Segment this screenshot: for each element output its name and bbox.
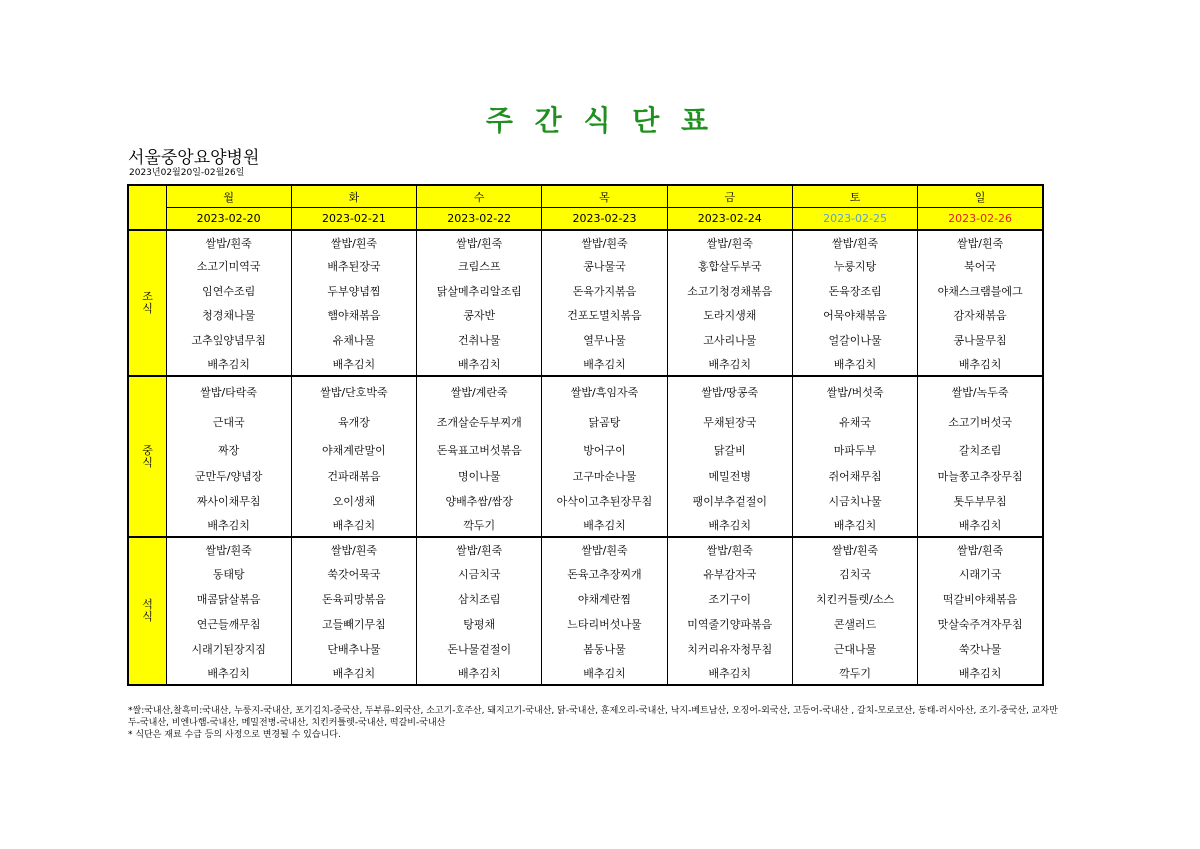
meal-row (128, 437, 1043, 463)
menu-item: 쌀밥/단호박죽 (291, 376, 416, 406)
menu-item: 돈육가지볶음 (542, 278, 667, 303)
menu-item: 배추된장국 (291, 254, 416, 278)
menu-item: 탕평채 (417, 611, 542, 636)
menu-item: 배추김치 (291, 513, 416, 537)
menu-item: 배추김치 (166, 661, 291, 685)
menu-item: 맛살숙주겨자무침 (918, 611, 1043, 636)
menu-item: 유채나물 (291, 327, 416, 352)
date-header: 2023-02-22 (417, 208, 542, 231)
menu-item: 열무나물 (542, 327, 667, 352)
menu-item: 배추김치 (166, 352, 291, 376)
date-header-row (128, 208, 1043, 231)
meal-row (128, 488, 1043, 513)
meal-label-text: 중식 (142, 443, 153, 469)
day-header: 수 (417, 185, 542, 208)
meal-row (128, 611, 1043, 636)
menu-item: 얼갈이나물 (792, 327, 917, 352)
menu-item: 시래기국 (918, 561, 1043, 586)
menu-item: 오이생채 (291, 488, 416, 513)
menu-item: 치커리유자청무침 (667, 636, 792, 661)
menu-item: 치킨커틀렛/소스 (792, 586, 917, 611)
menu-item: 봄동나물 (542, 636, 667, 661)
meal-label (128, 376, 166, 537)
meal-row (128, 636, 1043, 661)
menu-period: 2023년02월20일-02월26일 (129, 168, 245, 178)
menu-item: 쌀밥/흰죽 (166, 230, 291, 254)
menu-item: 마파두부 (792, 437, 917, 463)
menu-item: 쌀밥/흰죽 (542, 537, 667, 561)
menu-item: 북어국 (918, 254, 1043, 278)
menu-item: 톳두부무침 (918, 488, 1043, 513)
header-corner (128, 185, 166, 230)
menu-item: 동태탕 (166, 561, 291, 586)
date-header: 2023-02-23 (542, 208, 667, 231)
menu-item: 단배추나물 (291, 636, 416, 661)
menu-item: 쌀밥/흰죽 (918, 537, 1043, 561)
menu-item: 임연수조림 (166, 278, 291, 303)
day-header-row (128, 185, 1043, 208)
menu-item: 연근들깨무침 (166, 611, 291, 636)
menu-item: 야채계란말이 (291, 437, 416, 463)
menu-item: 느타리버섯나물 (542, 611, 667, 636)
menu-item: 돈육장조림 (792, 278, 917, 303)
menu-item: 깍두기 (417, 513, 542, 537)
meal-row (128, 661, 1043, 685)
menu-item: 배추김치 (792, 513, 917, 537)
menu-item: 쌀밥/흰죽 (542, 230, 667, 254)
menu-item: 배추김치 (667, 661, 792, 685)
meal-row (128, 406, 1043, 437)
origin-footnote: *쌀:국내산,찰흑미:국내산, 누룽지-국내산, 포기김치-중국산, 두부류-외국산, 소고기-호주산, 돼지고기-국내산, 닭-국내산, 훈제오리-국내산, 낙지-베트남산, 오징어-외국산, 고등어-국내산 , 갈치-모로코산, 동태-러시아산, 조기-중국산, 교자만두-국내산, 비엔나햄-국내산, 메밀전병-국내산, 치킨커틀렛-국내산, 떡갈비-국내산 (128, 706, 1058, 728)
menu-item: 배추김치 (792, 352, 917, 376)
menu-item: 쌀밥/흰죽 (667, 230, 792, 254)
menu-item: 시래기된장지짐 (166, 636, 291, 661)
date-header: 2023-02-20 (166, 208, 291, 231)
menu-item: 배추김치 (918, 513, 1043, 537)
meal-row (128, 352, 1043, 376)
meal-label-text: 조식 (142, 290, 153, 315)
menu-item: 고들빼기무침 (291, 611, 416, 636)
menu-item: 돈육고추장찌개 (542, 561, 667, 586)
menu-item: 배추김치 (667, 352, 792, 376)
meal-row (128, 278, 1043, 303)
day-header: 목 (542, 185, 667, 208)
date-header: 2023-02-24 (667, 208, 792, 231)
meal-label (128, 537, 166, 685)
menu-item: 누룽지탕 (792, 254, 917, 278)
meal-row (128, 513, 1043, 537)
menu-item: 고구마순나물 (542, 463, 667, 488)
menu-item: 배추김치 (542, 513, 667, 537)
menu-item: 쌀밥/흰죽 (792, 230, 917, 254)
menu-item: 시금치국 (417, 561, 542, 586)
menu-item: 쌀밥/흰죽 (667, 537, 792, 561)
menu-item: 어묵야채볶음 (792, 303, 917, 327)
page-title: 주 간 식 단 표 (485, 104, 715, 137)
menu-item: 시금치나물 (792, 488, 917, 513)
menu-item: 배추김치 (417, 661, 542, 685)
menu-item: 건파래볶음 (291, 463, 416, 488)
menu-item: 닭갈비 (667, 437, 792, 463)
menu-item: 팽이부추겉절이 (667, 488, 792, 513)
menu-item: 근대국 (166, 406, 291, 437)
menu-item: 고사리나물 (667, 327, 792, 352)
menu-item: 배추김치 (291, 661, 416, 685)
meal-label-text: 석식 (142, 598, 153, 623)
menu-item: 건포도멸치볶음 (542, 303, 667, 327)
menu-item: 쌀밥/버섯죽 (792, 376, 917, 406)
menu-item: 두부양념찜 (291, 278, 416, 303)
menu-item: 건취나물 (417, 327, 542, 352)
menu-item: 배추김치 (166, 513, 291, 537)
menu-item: 짜사이채무침 (166, 488, 291, 513)
menu-item: 홍합살두부국 (667, 254, 792, 278)
menu-item: 콘샐러드 (792, 611, 917, 636)
menu-item: 돈육표고버섯볶음 (417, 437, 542, 463)
date-header-saturday: 2023-02-25 (792, 208, 917, 231)
day-header: 화 (291, 185, 416, 208)
menu-item: 마늘쫑고추장무침 (918, 463, 1043, 488)
meal-row (128, 230, 1043, 254)
menu-item: 조기구이 (667, 586, 792, 611)
menu-item: 배추김치 (918, 661, 1043, 685)
menu-item: 깍두기 (792, 661, 917, 685)
meal-row (128, 327, 1043, 352)
menu-item: 명이나물 (417, 463, 542, 488)
menu-item: 배추김치 (542, 352, 667, 376)
menu-item: 육개장 (291, 406, 416, 437)
menu-item: 매콤닭살볶음 (166, 586, 291, 611)
menu-item: 쌀밥/흰죽 (792, 537, 917, 561)
menu-item: 쌀밥/흰죽 (417, 230, 542, 254)
menu-item: 돈육피망볶음 (291, 586, 416, 611)
menu-item: 아삭이고추된장무침 (542, 488, 667, 513)
menu-item: 야채스크램블에그 (918, 278, 1043, 303)
menu-item: 무채된장국 (667, 406, 792, 437)
change-notice: * 식단은 재료 수급 등의 사정으로 변경될 수 있습니다. (128, 730, 341, 740)
menu-item: 배추김치 (542, 661, 667, 685)
hospital-name: 서울중앙요양병원 (128, 148, 260, 168)
meal-row (128, 537, 1043, 561)
menu-item: 배추김치 (417, 352, 542, 376)
date-header-sunday: 2023-02-26 (918, 208, 1043, 231)
menu-item: 고추잎양념무침 (166, 327, 291, 352)
menu-item: 야채계란찜 (542, 586, 667, 611)
menu-item: 쌀밥/흑임자죽 (542, 376, 667, 406)
menu-item: 미역줄기양파볶음 (667, 611, 792, 636)
menu-item: 떡갈비야채볶음 (918, 586, 1043, 611)
menu-item: 쌀밥/땅콩죽 (667, 376, 792, 406)
menu-item: 소고기버섯국 (918, 406, 1043, 437)
menu-item: 배추김치 (667, 513, 792, 537)
menu-item: 쑥갓어묵국 (291, 561, 416, 586)
day-header: 토 (792, 185, 917, 208)
weekly-menu-table (127, 184, 1044, 686)
menu-item: 소고기미역국 (166, 254, 291, 278)
menu-item: 짜장 (166, 437, 291, 463)
meal-row (128, 463, 1043, 488)
menu-item: 군만두/양념장 (166, 463, 291, 488)
menu-item: 쥐어채무침 (792, 463, 917, 488)
menu-item: 쌀밥/흰죽 (291, 230, 416, 254)
date-header: 2023-02-21 (291, 208, 416, 231)
menu-item: 쌀밥/흰죽 (417, 537, 542, 561)
menu-item: 삼치조림 (417, 586, 542, 611)
menu-item: 방어구이 (542, 437, 667, 463)
menu-item: 콩나물국 (542, 254, 667, 278)
menu-item: 도라지생채 (667, 303, 792, 327)
menu-item: 갈치조림 (918, 437, 1043, 463)
menu-item: 쌀밥/흰죽 (166, 537, 291, 561)
menu-item: 쌀밥/흰죽 (918, 230, 1043, 254)
menu-item: 닭살메추리알조림 (417, 278, 542, 303)
menu-item: 콩자반 (417, 303, 542, 327)
menu-item: 김치국 (792, 561, 917, 586)
menu-item: 유채국 (792, 406, 917, 437)
menu-item: 쌀밥/타락죽 (166, 376, 291, 406)
menu-item: 쑥갓나물 (918, 636, 1043, 661)
menu-item: 근대나물 (792, 636, 917, 661)
menu-item: 소고기청경채볶음 (667, 278, 792, 303)
menu-item: 햄야채볶음 (291, 303, 416, 327)
menu-item: 배추김치 (291, 352, 416, 376)
day-header: 일 (918, 185, 1043, 208)
meal-row (128, 586, 1043, 611)
day-header: 금 (667, 185, 792, 208)
menu-item: 감자채볶음 (918, 303, 1043, 327)
menu-item: 유부감자국 (667, 561, 792, 586)
menu-item: 콩나물무침 (918, 327, 1043, 352)
menu-item: 쌀밥/녹두죽 (918, 376, 1043, 406)
menu-item: 크림스프 (417, 254, 542, 278)
menu-item: 돈나물겉절이 (417, 636, 542, 661)
meal-row (128, 303, 1043, 327)
menu-item: 쌀밥/흰죽 (291, 537, 416, 561)
menu-item: 쌀밥/계란죽 (417, 376, 542, 406)
meal-label (128, 230, 166, 376)
day-header: 월 (166, 185, 291, 208)
meal-row (128, 376, 1043, 406)
menu-item: 청경채나물 (166, 303, 291, 327)
menu-item: 메밀전병 (667, 463, 792, 488)
menu-item: 배추김치 (918, 352, 1043, 376)
meal-row (128, 561, 1043, 586)
menu-item: 닭곰탕 (542, 406, 667, 437)
menu-item: 양배추쌈/쌈장 (417, 488, 542, 513)
menu-item: 조개살순두부찌개 (417, 406, 542, 437)
meal-row (128, 254, 1043, 278)
